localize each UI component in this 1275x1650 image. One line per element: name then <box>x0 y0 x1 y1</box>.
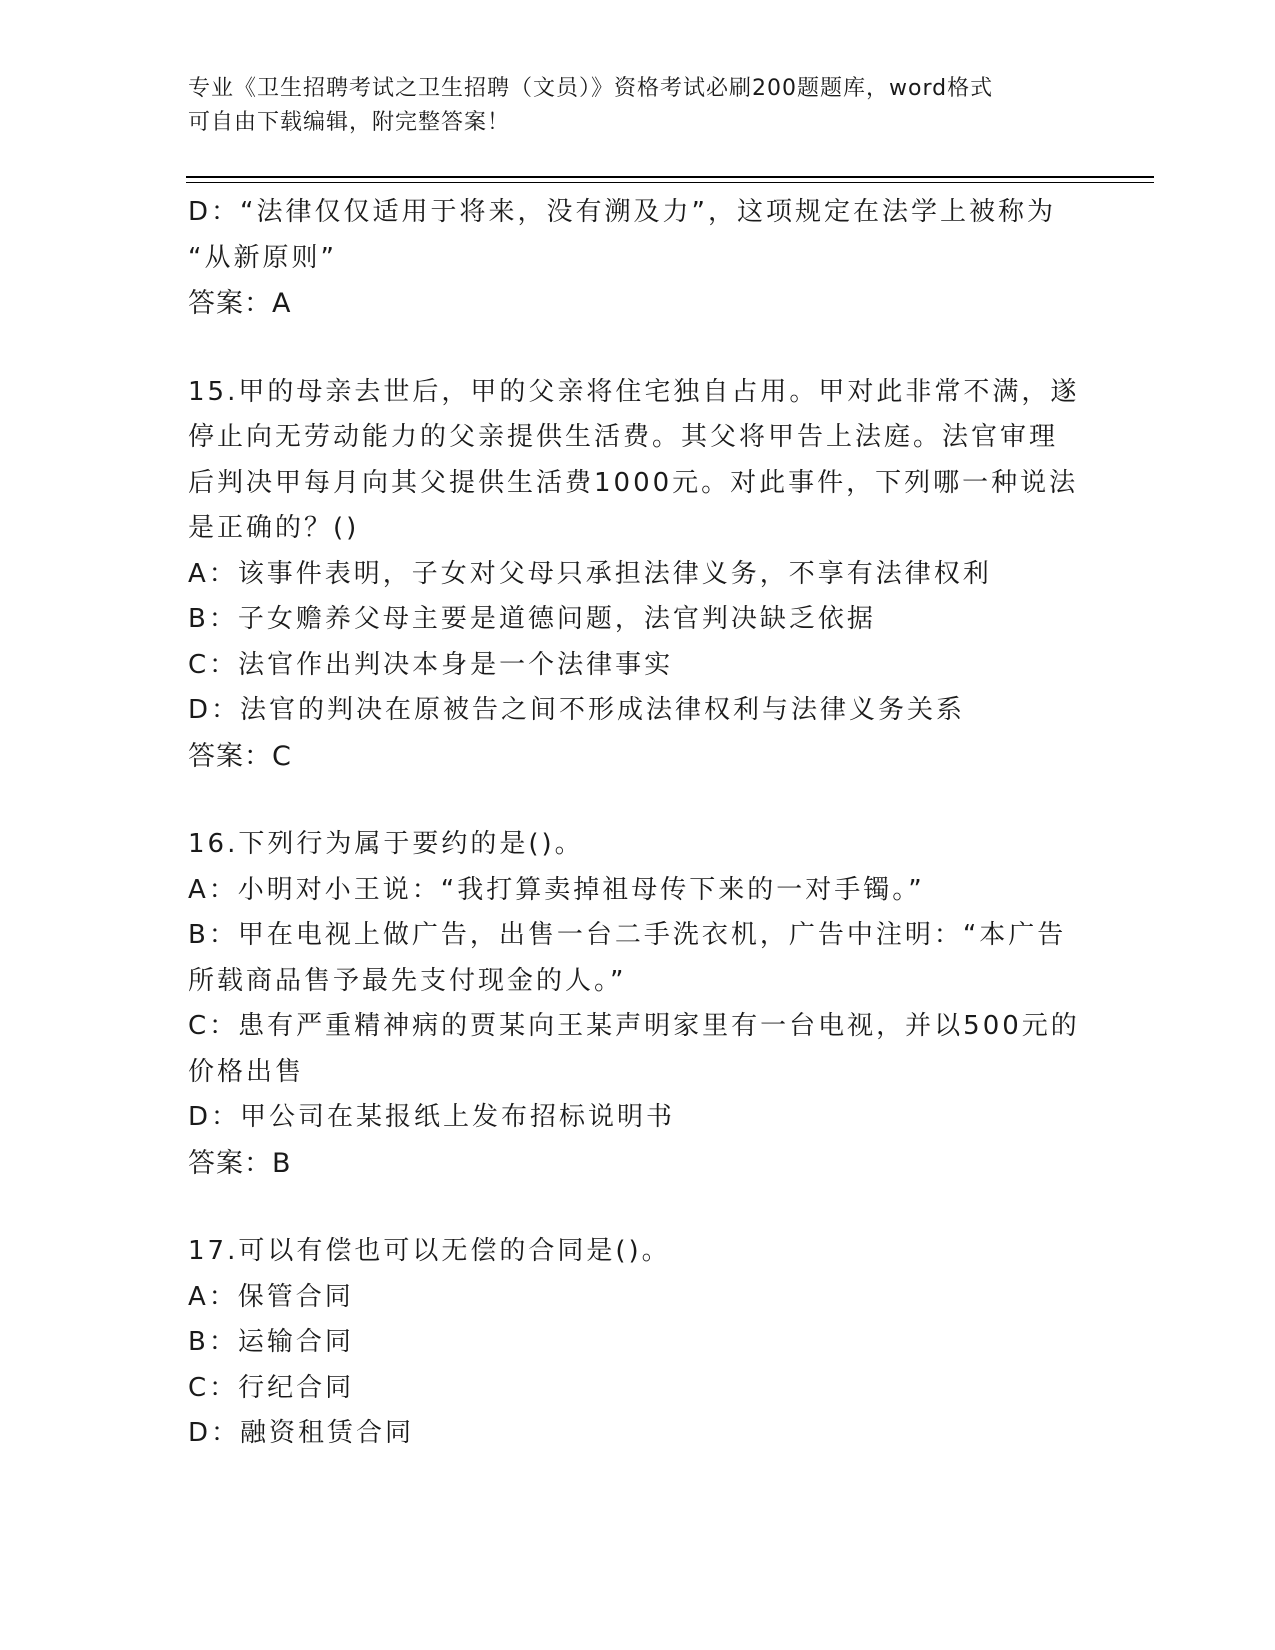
prev-answer: 答案：A <box>188 288 292 319</box>
prev-option-d-line-1: D：“法律仅仅适用于将来，没有溯及力”，这项规定在法学上被称为 <box>188 197 1056 227</box>
q16-option-b-line-2: 所载商品售予最先支付现金的人。” <box>188 965 627 996</box>
question-15 <box>188 370 1088 780</box>
q16-option-a: A：小明对小王说：“我打算卖掉祖母传下来的一对手镯。” <box>188 874 925 905</box>
q15-answer: 答案：C <box>188 740 292 772</box>
prev-option-d-line-2: “从新原则” <box>188 242 337 273</box>
q15-option-d: D：法官的判决在原被告之间不形成法律权利与法律义务关系 <box>188 695 966 725</box>
q17-option-c: C：行纪合同 <box>188 1372 355 1403</box>
q16-option-b-line-1: B：甲在电视上做广告，出售一台二手洗衣机，广告中注明：“本广告 <box>188 920 1067 950</box>
q16-option-c-line-2: 价格出售 <box>188 1056 305 1087</box>
document-header <box>188 72 1088 140</box>
question-content <box>188 190 1088 1457</box>
q16-answer: 答案：B <box>188 1147 292 1179</box>
header-rule-thin <box>186 182 1154 183</box>
q17-option-a: A：保管合同 <box>188 1281 354 1312</box>
header-line-1: 专业《卫生招聘考试之卫生招聘（文员）》资格考试必刷200题题库，word格式 <box>188 76 994 101</box>
q15-option-c: C：法官作出判决本身是一个法律事实 <box>188 649 674 680</box>
q15-stem-line-4: 是正确的？() <box>188 513 360 543</box>
q16-option-c-line-1: C：患有严重精神病的贾某向王某声明家里有一台电视，并以500元的 <box>188 1011 1080 1041</box>
q15-stem-line-1: 15.甲的母亲去世后，甲的父亲将住宅独自占用。甲对此非常不满，遂 <box>188 376 1080 407</box>
q16-stem-line-1: 16.下列行为属于要约的是()。 <box>188 829 584 859</box>
q15-option-b: B：子女赡养父母主要是道德问题，法官判决缺乏依据 <box>188 604 876 634</box>
header-line-2: 可自由下载编辑，附完整答案！ <box>188 110 511 135</box>
q15-stem-line-3: 后判决甲每月向其父提供生活费1000元。对此事件，下列哪一种说法 <box>188 467 1079 498</box>
q15-option-a: A：该事件表明，子女对父母只承担法律义务，不享有法律权利 <box>188 558 992 589</box>
q17-stem-line-1: 17.可以有偿也可以无偿的合同是()。 <box>188 1236 671 1266</box>
q17-option-d: D：融资租赁合同 <box>188 1418 415 1448</box>
q16-option-d: D：甲公司在某报纸上发布招标说明书 <box>188 1102 676 1132</box>
question-17 <box>188 1229 1088 1457</box>
header-rule-thick <box>186 176 1154 178</box>
q17-option-b: B：运输合同 <box>188 1327 354 1357</box>
question-16 <box>188 822 1088 1186</box>
q15-stem-line-2: 停止向无劳动能力的父亲提供生活费。其父将甲告上法庭。法官审理 <box>188 422 1059 452</box>
